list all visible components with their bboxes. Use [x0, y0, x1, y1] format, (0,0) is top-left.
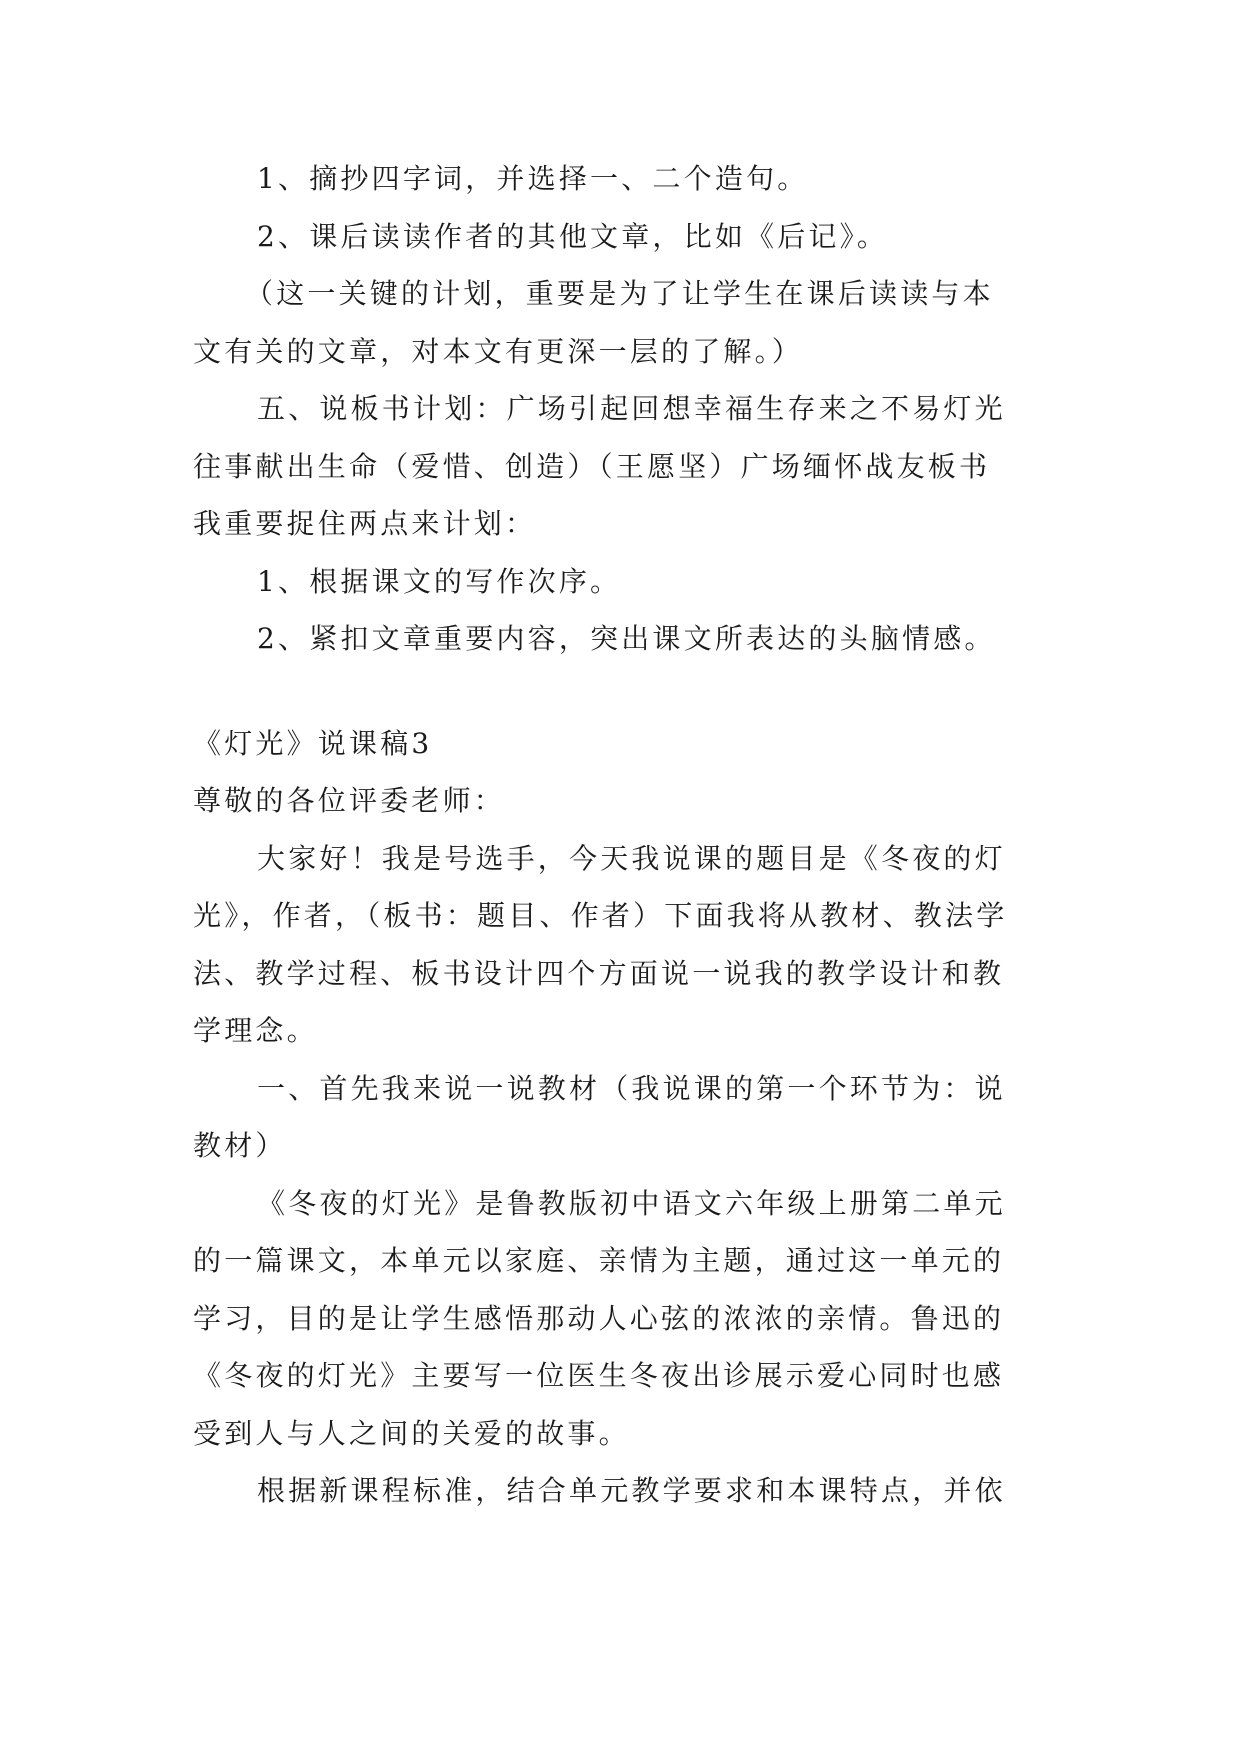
paragraph-line: 受到人与人之间的关爱的故事。	[193, 1416, 630, 1450]
paragraph-line: 《冬夜的灯光》主要写一位医生冬夜出诊展示爱心同时也感	[193, 1359, 1005, 1392]
paragraph-line: 往事献出生命（爱惜、创造）（王愿坚）广场缅怀战友板书	[193, 449, 991, 483]
paragraph-line: 大家好！我是号选手，今天我说课的题目是《冬夜的灯	[257, 841, 1006, 875]
paragraph-line: 的一篇课文，本单元以家庭、亲情为主题，通过这一单元的	[193, 1244, 1005, 1277]
paragraph-line: 五、说板书计划：广场引起回想幸福生存来之不易灯光	[257, 392, 1006, 425]
greeting-line: 尊敬的各位评委老师：	[193, 784, 506, 817]
paragraph-line: 光》，作者，（板书：题目、作者）下面我将从教材、教法学	[193, 899, 1008, 932]
paragraph-line: 学理念。	[193, 1014, 318, 1047]
document-page	[193, 150, 1049, 1520]
paragraph-line: 学习，目的是让学生感悟那动人心弦的浓浓的亲情。鲁迅的	[193, 1301, 1005, 1335]
paragraph-line: 法、教学过程、板书设计四个方面说一说我的教学设计和教	[193, 956, 1005, 990]
paragraph-line: （这一关键的计划，重要是为了让学生在课后读读与本	[245, 277, 994, 310]
paragraph-line: 我重要捉住两点来计划：	[193, 507, 537, 540]
paragraph-line: 《冬夜的灯光》是鲁教版初中语文六年级上册第二单元	[257, 1186, 1006, 1220]
section-gap	[193, 668, 1049, 715]
paragraph-line: 2、紧扣文章重要内容，突出课文所表达的头脑情感。	[257, 622, 996, 655]
paragraph-line: 教材）	[193, 1129, 287, 1162]
section-title: 《灯光》说课稿3	[193, 726, 433, 760]
paragraph-line: 根据新课程标准，结合单元教学要求和本课特点，并依	[257, 1474, 1006, 1507]
paragraph-line: 1、摘抄四字词，并选择一、二个造句。	[257, 162, 809, 195]
paragraph-line: 2、课后读读作者的其他文章，比如《后记》。	[257, 219, 889, 253]
paragraph-line: 1、根据课文的写作次序。	[257, 564, 622, 598]
paragraph-line: 一、首先我来说一说教材（我说课的第一个环节为：说	[257, 1071, 1006, 1105]
paragraph-line: 文有关的文章，对本文有更深一层的了解。）	[193, 334, 804, 368]
